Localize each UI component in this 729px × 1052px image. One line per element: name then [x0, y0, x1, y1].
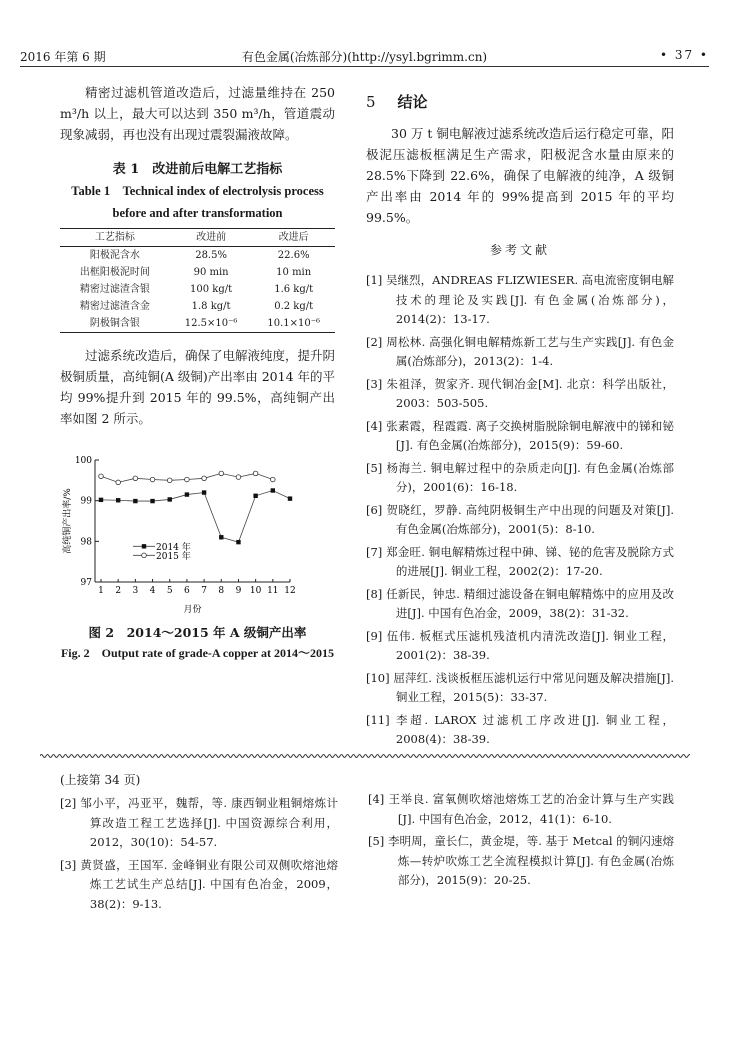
table-row	[60, 264, 335, 281]
data-point-2015	[167, 478, 172, 483]
reference-item: [3] 黄贤盛，王国军. 金峰铜业有限公司双侧吹熔池熔炼工艺试生产总结[J]. 中国有色冶金，2009，38(2)：9-13.	[60, 857, 338, 911]
table-cell: 90 min	[193, 267, 229, 278]
data-point-2015	[150, 477, 155, 482]
table-header: 改进前	[196, 232, 227, 243]
data-point-2015	[116, 480, 121, 485]
table-cell: 10 min	[276, 267, 312, 278]
series-line-2014	[101, 491, 290, 543]
table-header: 改进后	[278, 232, 309, 243]
data-point-2014	[168, 497, 172, 501]
table-cell: 0.2 kg/t	[274, 301, 314, 312]
data-point-2014	[99, 498, 103, 502]
continued-refs-left	[60, 794, 338, 914]
table-cell: 100 kg/t	[190, 284, 233, 295]
right-column	[366, 92, 674, 753]
table-cell: 精密过滤渣含金	[79, 301, 150, 312]
table-caption-cn: 表 1 改进前后电解工艺指标	[112, 162, 283, 177]
reference-item: [3] 朱祖泽，贺家齐. 现代铜冶金[M]. 北京：科学出版社，2003：503-505.	[366, 376, 674, 410]
continued-right	[368, 790, 674, 894]
table-cell: 12.5×10⁻⁶	[184, 318, 238, 329]
journal-title: 有色金属(冶炼部分)(http://ysyl.bgrimm.cn)	[241, 50, 488, 64]
data-point-2015	[185, 477, 190, 482]
references-list	[366, 271, 674, 750]
reference-item: [11] 李超. LAROX 过滤机工序改进[J]. 铜业工程，2008(4)：38-39.	[366, 712, 674, 746]
continued-left	[60, 770, 338, 917]
section-heading	[366, 92, 674, 113]
x-tick-label: 10	[249, 586, 262, 596]
page-number: • 37 •	[659, 48, 709, 62]
reference-item: [9] 伍伟. 板框式压滤机残渣机内清洗改造[J]. 铜业工程，2001(2)：38-39.	[366, 628, 674, 662]
table-row	[60, 247, 335, 265]
paragraph-filter-pipe: 精密过滤机管道改造后，过滤量维持在 250 m³/h 以上，最大可以达到 350 m³/h，管道震动现象减弱，再也没有出现过震裂漏液故障。	[60, 85, 335, 142]
reference-item: [2] 周松林. 高强化铜电解精炼新工艺与生产实践[J]. 有色金属(冶炼部分)，2013(2)：1-4.	[366, 334, 674, 368]
table-row	[60, 315, 335, 333]
data-point-2014	[253, 494, 257, 498]
data-point-2014	[116, 498, 120, 502]
output-rate-chart	[50, 450, 310, 620]
data-point-2014	[271, 488, 275, 492]
section-number: 5	[366, 93, 376, 111]
data-point-2015	[271, 477, 276, 482]
continued-label: (上接第 34 页)	[60, 773, 141, 787]
data-point-2015	[133, 476, 138, 481]
x-tick-label: 8	[218, 586, 225, 596]
data-point-2014	[185, 492, 189, 496]
legend-marker-square	[142, 544, 146, 548]
data-point-2014	[133, 499, 137, 503]
data-point-2014	[202, 490, 206, 494]
table-caption-en-1: Table 1 Technical index of electrolysis process	[71, 184, 324, 198]
data-point-2014	[150, 499, 154, 503]
conclusion-paragraph: 30 万 t 铜电解液过滤系统改造后运行稳定可靠，阳极泥压滤板框满足生产需求，阳极泥含水量由原来的 28.5%下降到 22.6%，确保了电解液的纯净，A 级铜产出率由 2014 年的 99%提高到 2015 年的平均 99.5%。	[366, 126, 674, 225]
table-cell: 出框阳极泥时间	[79, 267, 150, 278]
data-point-2014	[236, 540, 240, 544]
reference-item: [4] 张素霞，程霞霞. 离子交换树脂脱除铜电解液中的锑和铋[J]. 有色金属(冶炼部分)，2015(9)：59-60.	[366, 418, 674, 452]
reference-item: [10] 屈萍红. 浅谈板框压滤机运行中常见问题及解决措施[J]. 铜业工程，2015(5)：33-37.	[366, 670, 674, 704]
references-heading: 参考文献	[489, 243, 550, 257]
chart-series	[99, 471, 293, 544]
reference-item: [5] 李明周，童长仁，黄金堤，等. 基于 Metcal 的铜闪速熔炼—转炉吹炼工艺全流程模拟计算[J]. 有色金属(冶炼部分)，2015(9)：20-25.	[368, 834, 674, 887]
data-point-2015	[219, 471, 224, 476]
section-divider-wave	[40, 752, 690, 760]
table-cell: 精密过滤渣含银	[79, 284, 150, 295]
continued-refs-right	[368, 790, 674, 891]
y-tick-label: 98	[80, 537, 92, 548]
legend-label: 2014 年	[156, 542, 191, 553]
process-index-table	[60, 228, 335, 333]
reference-item: [2] 邹小平，冯亚平，魏帮，等. 康西铜业粗铜熔炼计算改造工程工艺选择[J]. 中国资源综合利用，2012，30(10)：54-57.	[60, 796, 338, 849]
legend-marker-circle	[142, 553, 147, 558]
left-column	[60, 82, 335, 429]
x-axis-label: 月份	[183, 605, 202, 615]
data-point-2014	[288, 496, 292, 500]
y-tick-label: 99	[80, 496, 92, 507]
table-cell: 10.1×10⁻⁶	[267, 318, 321, 329]
x-tick-label: 7	[201, 586, 207, 596]
x-tick-label: 4	[149, 586, 156, 596]
figure-caption-en: Fig. 2 Output rate of grade-A copper at 2014～2015	[60, 646, 335, 660]
x-tick-label: 6	[184, 586, 190, 596]
reference-item: [1] 吴继烈，ANDREAS FLIZWIESER. 高电流密度铜电解技术的理论及实践[J]. 有色金属(冶炼部分)，2014(2)：13-17.	[366, 273, 674, 326]
x-tick-label: 1	[98, 586, 104, 596]
x-tick-label: 5	[166, 586, 173, 596]
table-cell: 28.5%	[195, 250, 227, 261]
x-tick-label: 3	[132, 586, 139, 596]
data-point-2015	[236, 475, 241, 480]
y-tick-label: 97	[80, 578, 92, 588]
reference-item: [7] 郑金旺. 铜电解精炼过程中砷、锑、铋的危害及脱除方式的进展[J]. 铜业工程，2002(2)：17-20.	[366, 544, 674, 578]
section-title: 结论	[397, 93, 428, 111]
reference-item: [4] 王举良. 富氧侧吹熔池熔炼工艺的冶金计算与生产实践[J]. 中国有色冶金，2012，41(1)：6-10.	[368, 792, 674, 826]
y-tick-label: 100	[74, 456, 92, 466]
running-header	[20, 44, 709, 67]
table-cell: 阳极泥含水	[89, 250, 140, 261]
figure-caption	[60, 623, 335, 663]
paragraph-output-rate: 过滤系统改造后，确保了电解液纯度，提升阴极铜质量，高纯铜(A 级铜)产出率由 2014 年的平均 99%提升到 2015 年的 99.5%，高纯铜产出率如图 2 所示。	[60, 348, 336, 426]
figure-caption-cn: 图 2 2014～2015 年 A 级铜产出率	[88, 625, 307, 640]
legend-label: 2015 年	[156, 551, 191, 562]
table-header: 工艺指标	[94, 232, 135, 243]
data-point-2015	[99, 474, 104, 479]
table-caption-en-2: before and after transformation	[112, 206, 283, 220]
table-cell: 1.6 kg/t	[274, 284, 314, 295]
reference-item: [5] 杨海兰. 铜电解过程中的杂质走向[J]. 有色金属(冶炼部分)，2001(6)：16-18.	[366, 460, 674, 494]
data-point-2014	[219, 535, 223, 539]
table-cell: 1.8 kg/t	[191, 301, 231, 312]
chart-legend	[133, 541, 191, 562]
table-header-row	[60, 229, 335, 247]
table-row	[60, 281, 335, 298]
reference-item: [8] 任新民，钟忠. 精细过滤设备在铜电解精炼中的应用及改进[J]. 中国有色冶金，2009，38(2)：31-32.	[366, 586, 674, 620]
x-tick-label: 2	[115, 586, 122, 596]
reference-item: [6] 贺晓红，罗静. 高纯阴极铜生产中出现的问题及对策[J]. 有色金属(冶炼部分)，2001(5)：8-10.	[366, 502, 674, 536]
data-point-2015	[253, 471, 258, 476]
data-point-2015	[202, 476, 207, 481]
table-cell: 22.6%	[277, 250, 310, 261]
y-axis-label: 高纯铜产出率/%	[63, 488, 73, 554]
x-tick-label: 9	[235, 586, 242, 596]
issue-label: 2016 年第 6 期	[20, 50, 106, 64]
table-row	[60, 298, 335, 315]
x-tick-label: 12	[284, 586, 296, 596]
table-cell: 阴极铜含银	[89, 318, 140, 329]
x-tick-label: 11	[267, 586, 279, 596]
